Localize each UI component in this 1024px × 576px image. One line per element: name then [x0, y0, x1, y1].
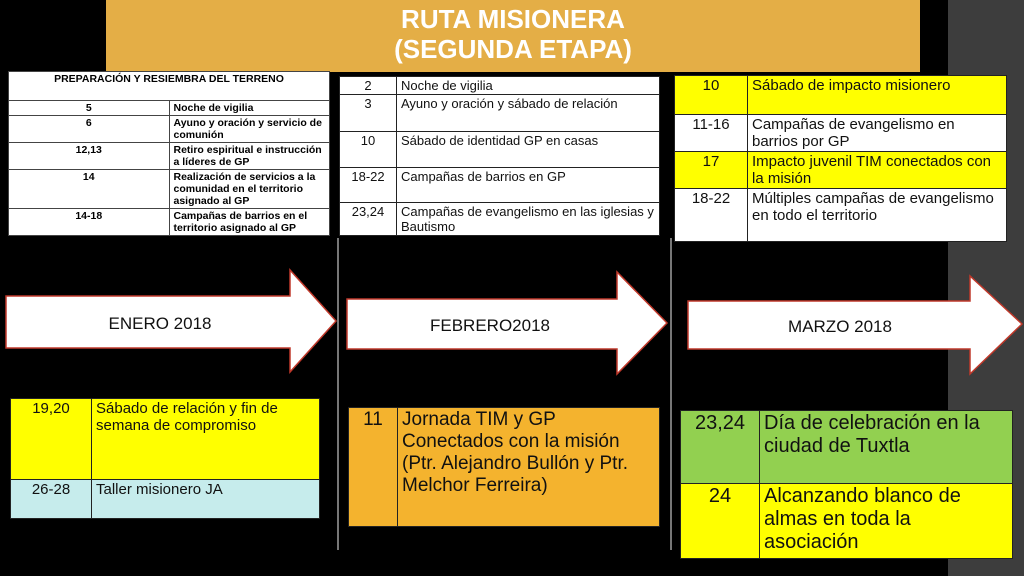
month-label-febrero: FEBRERO2018 [430, 316, 550, 335]
table-cell-day: 18-22 [675, 189, 748, 242]
table-row [675, 152, 1007, 189]
table-cell-day: 2 [340, 77, 397, 95]
table-cell-day: 10 [340, 132, 397, 168]
table-cell-activity: Jornada TIM y GP Conectados con la misión (Ptr. Alejandro Bullón y Ptr. Melchor Ferreira) [398, 408, 660, 527]
table-cell-activity: Ayuno y oración y servicio de comunión [169, 116, 330, 143]
table-row [9, 170, 330, 209]
title-line-1: RUTA MISIONERA [401, 4, 625, 34]
table-cell-activity: Retiro espiritual e instrucción a líderes de GP [169, 143, 330, 170]
table-row [9, 143, 330, 170]
table-cell-day: 12,13 [9, 143, 170, 170]
table-cell-activity: Día de celebración en la ciudad de Tuxtla [760, 411, 1013, 484]
table-row [9, 209, 330, 236]
table-cell-activity: Sábado de impacto misionero [748, 76, 1007, 115]
table-cell-day: 14-18 [9, 209, 170, 236]
table-row [340, 132, 660, 168]
table-cell-activity: Sábado de identidad GP en casas [397, 132, 660, 168]
table-cell-day: 11-16 [675, 115, 748, 152]
table-cell-activity: Campañas de evangelismo en las iglesias y Bautismo [397, 203, 660, 236]
month-label-marzo: MARZO 2018 [788, 317, 892, 336]
enero-bottom-table [10, 398, 320, 519]
table-row [681, 411, 1013, 484]
table-cell-activity: Realización de servicios a la comunidad en el territorio asignado al GP [169, 170, 330, 209]
table-row [9, 116, 330, 143]
table-row [675, 189, 1007, 242]
table-row [11, 480, 320, 519]
table-cell-activity: Ayuno y oración y sábado de relación [397, 95, 660, 132]
table-row [349, 408, 660, 527]
marzo-top-table [674, 75, 1007, 242]
table-cell-day: 3 [340, 95, 397, 132]
table-cell-day: 10 [675, 76, 748, 115]
table-cell-activity: Sábado de relación y fin de semana de compromiso [92, 399, 320, 480]
slide-title [106, 0, 920, 72]
table-row [681, 484, 1013, 559]
table-cell-day: 23,24 [340, 203, 397, 236]
title-line-2: (SEGUNDA ETAPA) [394, 34, 632, 64]
table-cell-activity: Alcanzando blanco de almas en toda la asociación [760, 484, 1013, 559]
table-cell-activity: Campañas de barrios en el territorio asignado al GP [169, 209, 330, 236]
table-row [340, 203, 660, 236]
divider-line-2 [670, 238, 672, 550]
table-cell-activity: Campañas de evangelismo en barrios por GP [748, 115, 1007, 152]
table-row [11, 399, 320, 480]
table-cell-activity: Campañas de barrios en GP [397, 168, 660, 203]
table-cell-activity: Múltiples campañas de evangelismo en todo el territorio [748, 189, 1007, 242]
table-cell-day: 19,20 [11, 399, 92, 480]
table-cell-day: 24 [681, 484, 760, 559]
enero-top-header: PREPARACIÓN Y RESIEMBRA DEL TERRENO [9, 72, 330, 101]
marzo-bottom-table [680, 410, 1013, 559]
table-cell-activity: Taller misionero JA [92, 480, 320, 519]
table-cell-activity: Impacto juvenil TIM conectados con la misión [748, 152, 1007, 189]
febrero-bottom-table [348, 407, 660, 527]
febrero-top-table [339, 76, 660, 236]
month-label-enero: ENERO 2018 [108, 314, 212, 333]
table-row [340, 168, 660, 203]
table-cell-day: 17 [675, 152, 748, 189]
table-cell-day: 6 [9, 116, 170, 143]
table-cell-day: 5 [9, 101, 170, 116]
table-cell-day: 11 [349, 408, 398, 527]
enero-top-table [8, 71, 330, 236]
table-cell-day: 18-22 [340, 168, 397, 203]
table-cell-activity: Noche de vigilia [397, 77, 660, 95]
table-row [675, 115, 1007, 152]
table-cell-day: 26-28 [11, 480, 92, 519]
table-row [340, 95, 660, 132]
table-row [340, 77, 660, 95]
table-row [9, 101, 330, 116]
table-cell-day: 23,24 [681, 411, 760, 484]
table-cell-activity: Noche de vigilia [169, 101, 330, 116]
table-row [675, 76, 1007, 115]
table-cell-day: 14 [9, 170, 170, 209]
